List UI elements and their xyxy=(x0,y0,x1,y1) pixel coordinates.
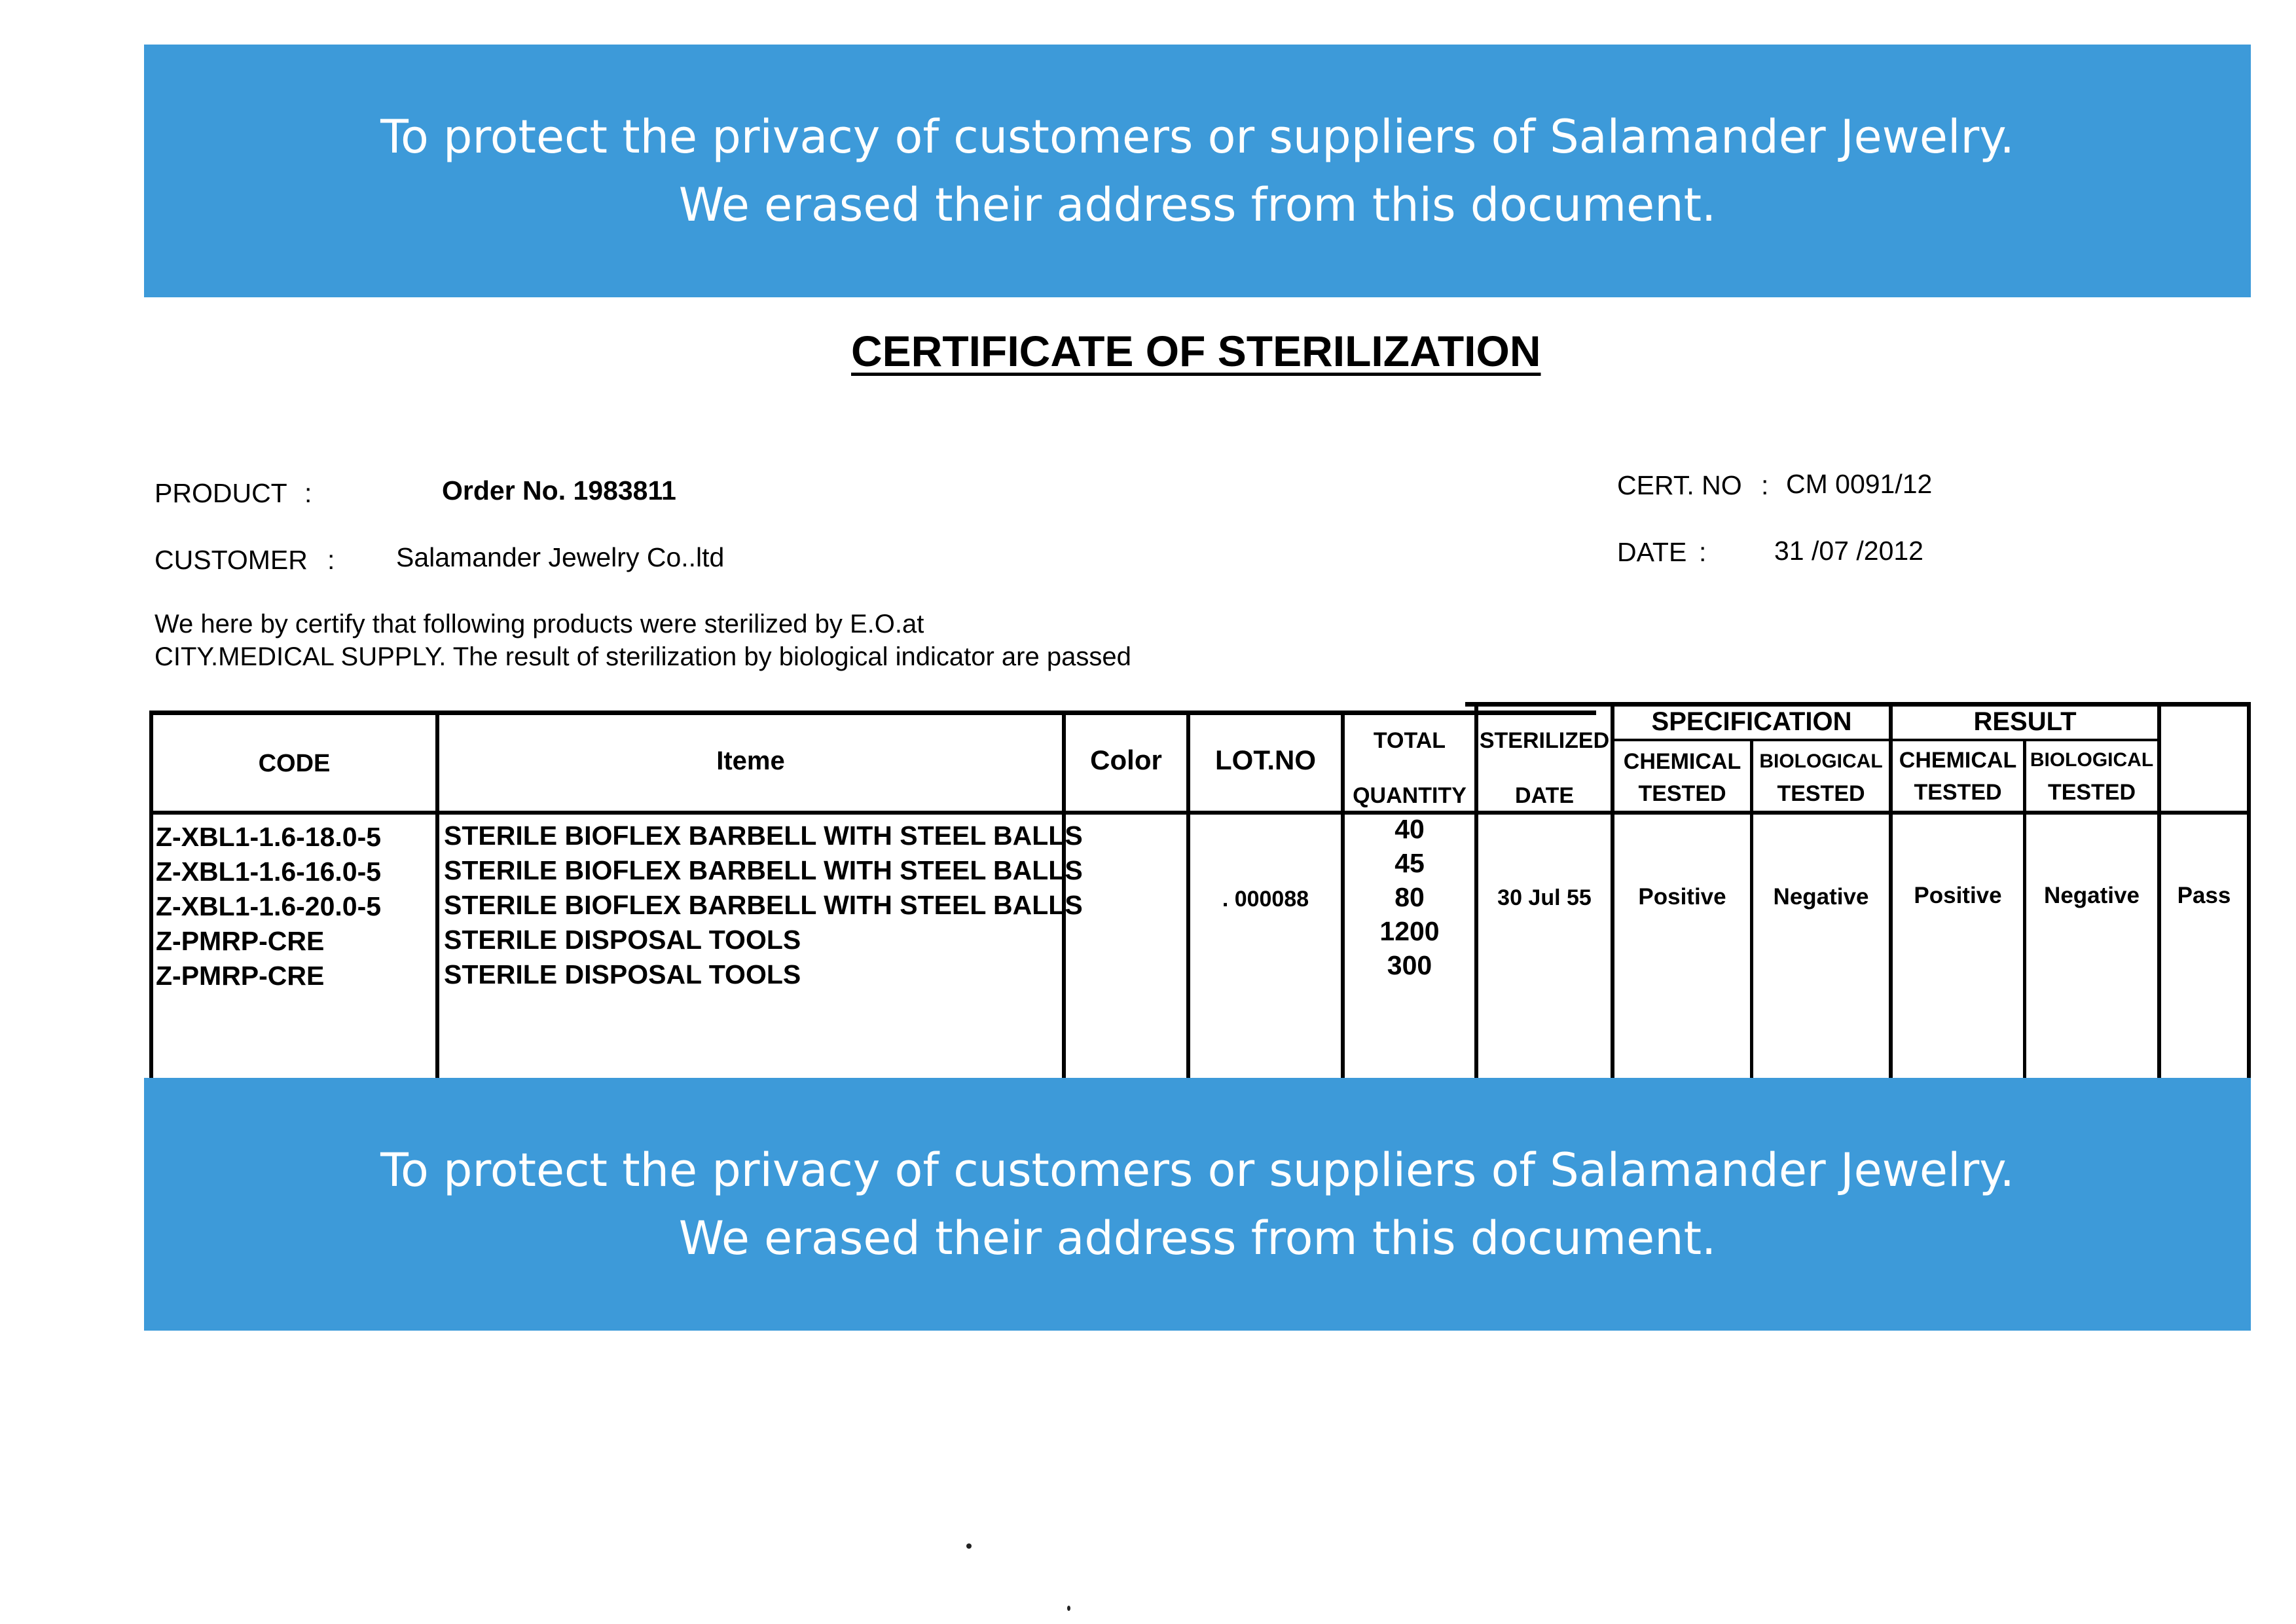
header-code: CODE xyxy=(258,750,331,777)
customer-label: CUSTOMER xyxy=(155,545,308,575)
header-result-biological: BIOLOGICAL xyxy=(2030,749,2154,771)
customer-colon: : xyxy=(327,545,335,575)
scan-speck xyxy=(1067,1606,1070,1611)
table-row-code: Z-XBL1-1.6-18.0-5 xyxy=(156,822,382,852)
date-label: DATE xyxy=(1617,537,1687,567)
privacy-line-1: To protect the privacy of customers or suppliers of Salamander Jewelry. xyxy=(380,110,2014,164)
product-colon: : xyxy=(304,478,312,508)
privacy-line-1: To protect the privacy of customers or suppliers of Salamander Jewelry. xyxy=(380,1143,2014,1197)
certificate-title: CERTIFICATE OF STERILIZATION xyxy=(851,327,1541,375)
header-result-chemical: CHEMICAL xyxy=(1899,748,2017,773)
date-value: 31 /07 /2012 xyxy=(1774,536,1923,566)
privacy-line-2: We erased their address from this document. xyxy=(678,1211,1717,1265)
table-row-quantity: 45 xyxy=(1394,848,1425,878)
table-row-code: Z-PMRP-CRE xyxy=(156,926,325,956)
privacy-line-2: We erased their address from this document. xyxy=(678,178,1717,232)
table-top-border-left xyxy=(149,710,1596,715)
header-result-chemical-tested: TESTED xyxy=(1914,780,2002,805)
header-lot-no: LOT.NO xyxy=(1215,745,1316,775)
table-row-code: Z-XBL1-1.6-20.0-5 xyxy=(156,891,382,921)
privacy-banner-top xyxy=(144,45,2251,297)
table-row-item: STERILE BIOFLEX BARBELL WITH STEEL BALLS xyxy=(444,821,1083,851)
header-total: TOTAL xyxy=(1373,728,1446,753)
lot-no-value: . 000088 xyxy=(1222,887,1309,912)
group-header-divider xyxy=(1611,739,2157,741)
table-row-code: Z-XBL1-1.6-16.0-5 xyxy=(156,857,382,887)
header-spec-chemical-tested: TESTED xyxy=(1638,781,1726,806)
header-quantity: QUANTITY xyxy=(1353,783,1467,808)
table-row-code: Z-PMRP-CRE xyxy=(156,961,325,991)
table-row-item: STERILE DISPOSAL TOOLS xyxy=(444,925,801,955)
scan-speck xyxy=(966,1543,972,1549)
result-biological-value: Negative xyxy=(2044,883,2140,908)
header-spec-biological-tested: TESTED xyxy=(1777,781,1865,806)
header-result-biological-tested: TESTED xyxy=(2047,780,2136,805)
privacy-banner-bottom xyxy=(144,1078,2251,1331)
result-chemical-value: Positive xyxy=(1914,883,2002,908)
date-colon: : xyxy=(1699,537,1707,567)
header-date: DATE xyxy=(1514,783,1575,808)
sterilized-date-value: 30 Jul 55 xyxy=(1497,885,1592,910)
header-color: Color xyxy=(1090,745,1162,775)
quantity-column xyxy=(1345,812,1474,982)
header-specification: SPECIFICATION xyxy=(1651,707,1852,736)
cert-no-colon: : xyxy=(1761,470,1769,500)
cert-no-value: CM 0091/12 xyxy=(1786,469,1933,499)
header-item: Iteme xyxy=(716,747,785,775)
header-spec-biological: BIOLOGICAL xyxy=(1759,750,1883,772)
item-column xyxy=(444,819,1177,992)
table-row-item: STERILE BIOFLEX BARBELL WITH STEEL BALLS xyxy=(444,890,1083,920)
cert-no-label: CERT. NO xyxy=(1617,470,1742,500)
product-label: PRODUCT xyxy=(155,478,287,508)
header-spec-chemical: CHEMICAL xyxy=(1623,749,1741,774)
table-row-item: STERILE DISPOSAL TOOLS xyxy=(444,959,801,989)
customer-value: Salamander Jewelry Co..ltd xyxy=(396,542,725,572)
certification-statement xyxy=(155,608,1131,673)
table-row-quantity: 1200 xyxy=(1379,916,1440,946)
code-column xyxy=(156,820,434,993)
spec-chemical-value: Positive xyxy=(1638,884,1726,910)
table-row-quantity: 300 xyxy=(1387,950,1432,980)
statement-line-1: We here by certify that following products were sterilized by E.O.at xyxy=(155,610,924,638)
statement-line-2: CITY.MEDICAL SUPPLY. The result of sterilization by biological indicator are passed xyxy=(155,642,1131,671)
table-row-quantity: 80 xyxy=(1394,882,1425,912)
table-top-border-right xyxy=(1465,702,2251,707)
table-row-quantity: 40 xyxy=(1394,814,1425,844)
header-bottom-border xyxy=(149,811,2251,815)
verdict-value: Pass xyxy=(2177,883,2231,908)
product-value: Order No. 1983811 xyxy=(442,475,676,506)
header-result: RESULT xyxy=(1973,707,2077,736)
spec-biological-value: Negative xyxy=(1773,884,1869,910)
header-sterilized: STERILIZED xyxy=(1479,728,1610,753)
table-row-item: STERILE BIOFLEX BARBELL WITH STEEL BALLS xyxy=(444,855,1083,885)
